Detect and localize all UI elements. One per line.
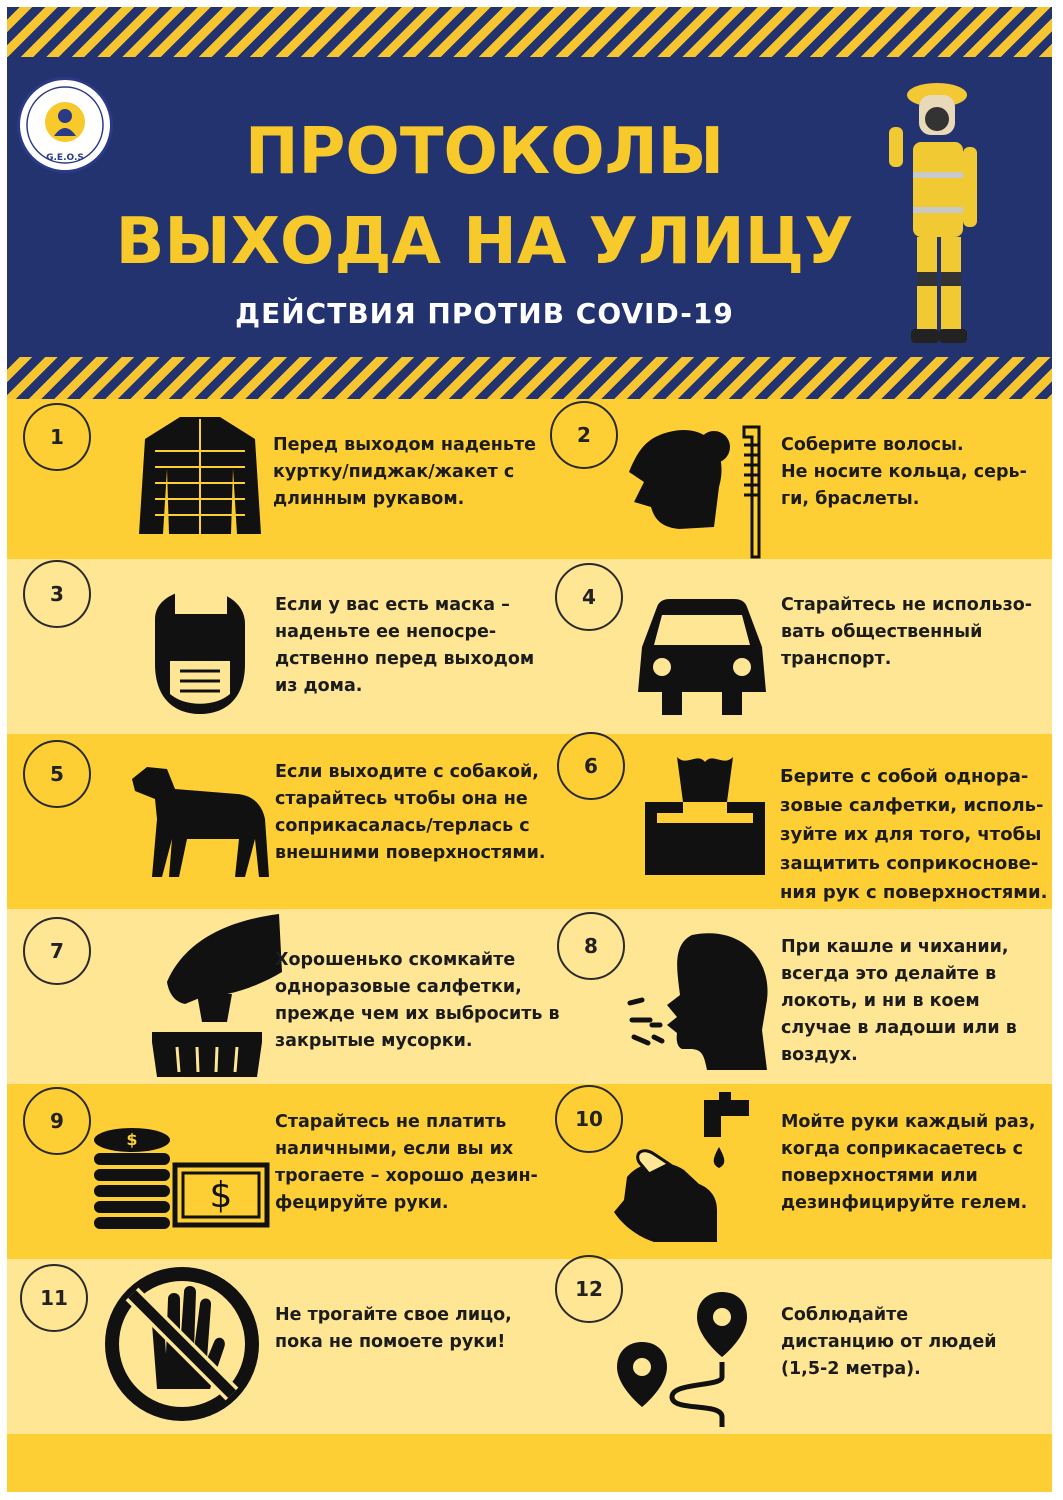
poster [7, 7, 1052, 1492]
step-number-7: 7 [23, 917, 91, 985]
step-number-11: 11 [20, 1264, 88, 1332]
no-touch-icon [102, 1264, 262, 1424]
step-number-3: 3 [23, 560, 91, 628]
distance-pins-icon [612, 1287, 762, 1432]
step-text-7: Хорошенько скомкайте одноразовые салфетки, прежде чем их выбросить в закрытые мусорки. [275, 950, 560, 1051]
step-number-8: 8 [557, 912, 625, 980]
step-text-12: Соблюдайте дистанцию от людей (1,5-2 метра). [781, 1305, 997, 1379]
step-text-4: Старайтесь не использо- вать общественный транспорт. [781, 595, 1033, 669]
step-number-5: 5 [23, 740, 91, 808]
logo-text: G.E.O.S [46, 153, 84, 163]
hazard-stripes-bottom [7, 357, 1052, 399]
step-text-3: Если у вас есть маска – наденьте ее непосре- дственно перед выходом из дома. [275, 595, 535, 696]
jacket-icon [135, 409, 265, 539]
money-icon [87, 1125, 272, 1235]
firefighter-illustration [875, 67, 995, 357]
svg-text:$: $ [209, 1175, 233, 1216]
step-number-9: 9 [23, 1087, 91, 1155]
step-text-6: Берите с собой однора- зовые салфетки, исполь- зуйте их для того, чтобы защитить соприкоснове- ния рук с поверхностями. [780, 766, 1048, 903]
car-icon [632, 597, 772, 717]
woman-head-comb-icon [619, 417, 779, 562]
step-number-1: 1 [23, 403, 91, 471]
step-text-8: При кашле и чихании, всегда это делайте в локоть, и ни в коем случае в ладоши или в воздух. [781, 937, 1017, 1065]
svg-text:$: $ [126, 1130, 138, 1149]
step-text-5: Если выходите с собакой, старайтесь чтобы она не соприкасалась/терлась с внешними поверхностями. [275, 762, 546, 863]
hazard-stripes-top [7, 7, 1052, 57]
dog-icon [127, 759, 277, 879]
title-line2: ВЫХОДА НА УЛИЦУ [115, 205, 854, 279]
face-mask-icon [135, 569, 265, 719]
step-text-1: Перед выходом наденьте куртку/пиджак/жакет с длинным рукавом. [273, 435, 536, 509]
cough-head-icon [622, 925, 782, 1075]
trash-hand-icon [147, 912, 287, 1077]
tissue-box-icon [637, 747, 773, 877]
step-text-11: Не трогайте свое лицо, пока не помоете руки! [275, 1305, 512, 1352]
step-number-6: 6 [557, 732, 625, 800]
step-text-10: Мойте руки каждый раз, когда соприкасаетесь с поверхностями или дезинфицируйте гелем. [781, 1112, 1036, 1213]
step-text-2: Соберите волосы. Не носите кольца, серь- ги, браслеты. [781, 435, 1027, 509]
step-text-9: Старайтесь не платить наличными, если вы их трогаете – хорошо дезин- фецируйте руки. [275, 1112, 538, 1213]
row-band-7 [7, 1434, 1052, 1492]
step-number-2: 2 [550, 401, 618, 469]
title-line1: ПРОТОКОЛЫ [244, 115, 725, 189]
step-number-10: 10 [555, 1085, 623, 1153]
step-number-12: 12 [555, 1255, 623, 1323]
step-number-4: 4 [555, 563, 623, 631]
subtitle: ДЕЙСТВИЯ ПРОТИВ COVID-19 [235, 297, 734, 330]
hand-wash-icon [609, 1092, 769, 1252]
